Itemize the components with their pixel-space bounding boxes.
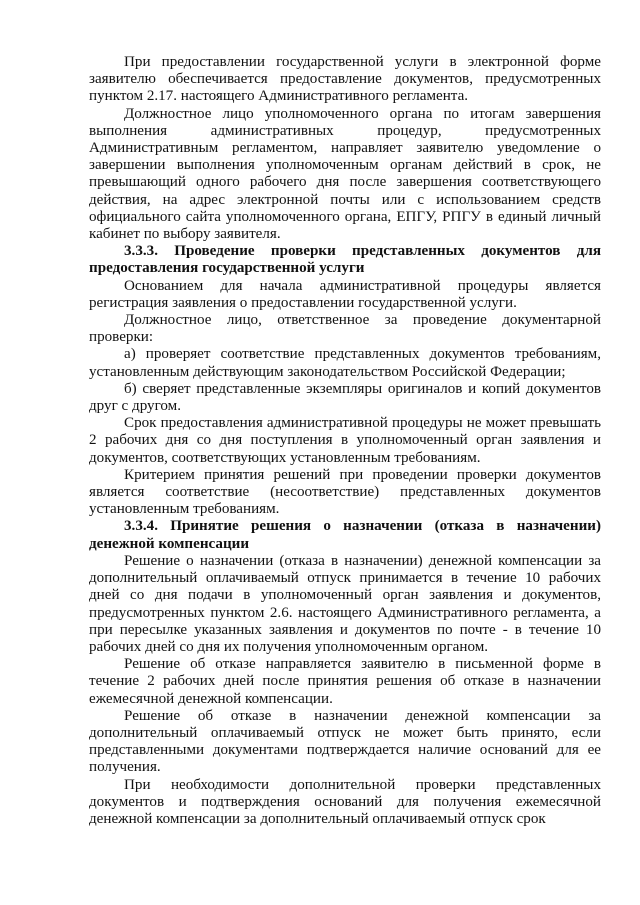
paragraph-refusal-limit: Решение об отказе в назначении денежной компенсации за дополнительный оплачиваемый отпуск не может быть принято, если представленными документами подтверждается наличие оснований для ее получения. [89,707,601,776]
list-item-b: б) сверяет представленные экземпляры оригиналов и копий документов друг с другом. [89,380,601,415]
section-heading-3-3-4: 3.3.4. Принятие решения о назначении (отказа в назначении) денежной компенсации [89,518,601,552]
paragraph-deadline: Срок предоставления административной процедуры не может превышать 2 рабочих дня со дня поступления в уполномоченный орган заявления и документов, соответствующих установленным требованиям. [89,415,601,466]
paragraph-notification: Должностное лицо уполномоченного органа по итогам завершения выполнения административных процедур, предусмотренных Административным регламентом, направляет заявителю уведомление о завершении выполнения уполномоченным органам действий в срок, не превышающий одного рабочего дня после завершения соответствующего действия, на адрес электронной почты или с использованием средств официального сайта уполномоченного органа, ЕПГУ, РПГУ в единый личный кабинет по выбору заявителя. [89,105,601,243]
list-item-a: а) проверяет соответствие представленных документов требованиям, установленным действующим законодательством Российской Федерации; [89,346,601,380]
paragraph-decision: Решение о назначении (отказа в назначении) денежной компенсации за дополнительный оплачиваемый отпуск принимается в течение 10 рабочих дней со дня подачи в уполномоченный орган заявления и документов, предусмотренных пунктом 2.6. настоящего Административного регламента, а при пересылке указанных заявления и документов по почте - в течение 10 рабочих дней со дня их получения уполномоченным органом. [89,552,601,655]
paragraph-electronic-form: При предоставлении государственной услуги в электронной форме заявителю обеспечивается предоставление документов, предусмотренных пунктом 2.17. настоящего Административного регламента. [89,54,601,105]
paragraph-criterion: Критерием принятия решений при проведении проверки документов является соответствие (несоответствие) представленных документов установленным требованиям. [89,466,601,518]
paragraph-refusal-notice: Решение об отказе направляется заявителю в письменной форме в течение 2 рабочих дней после принятия решения об отказе в назначении ежемесячной денежной компенсации. [89,656,601,707]
section-heading-3-3-3: 3.3.3. Проведение проверки представленных документов для предоставления государственной услуги [89,243,601,277]
paragraph-additional-check: При необходимости дополнительной проверки представленных документов и подтверждения оснований для получения ежемесячной денежной компенсации за дополнительный оплачиваемый отпуск срок [89,776,601,827]
document-page [89,54,601,828]
paragraph-responsible-official: Должностное лицо, ответственное за проведение документарной проверки: [89,312,601,346]
paragraph-basis: Основанием для начала административной процедуры является регистрация заявления о предоставлении государственной услуги. [89,277,601,311]
